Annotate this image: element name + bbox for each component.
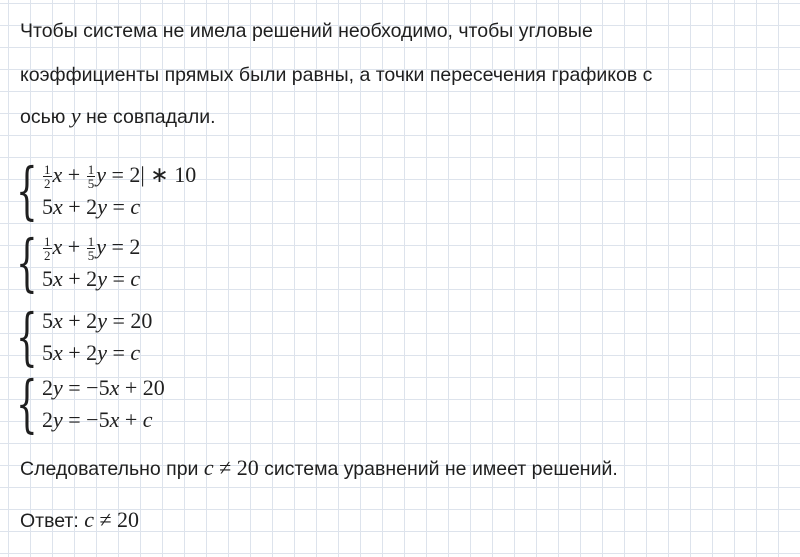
fraction-one-half: $\frac{1}{2}$ <box>44 234 51 264</box>
conclusion-prefix: Следовательно при <box>20 458 199 480</box>
equation-system-3 <box>16 300 276 373</box>
answer-value: c ≠ 20 <box>84 507 140 532</box>
equation-system-1 <box>16 154 276 227</box>
fraction-one-fifth: $\frac{1}{5}$ <box>87 162 95 192</box>
system-2-equation-1: $\frac{1}{2}$ x + $\frac{1}{5}$ y = 2 <box>44 234 141 264</box>
intro-line-1: Чтобы система не имела решений необходимо, чтобы угловые <box>20 20 593 42</box>
intro-line-3 <box>20 103 216 129</box>
conclusion-suffix: система уравнений не имеет решений. <box>264 458 618 480</box>
system-brace: { <box>16 367 38 440</box>
equation-system-2 <box>16 226 276 299</box>
system-brace: { <box>16 226 38 299</box>
conclusion-condition: c ≠ 20 <box>203 455 259 480</box>
system-brace: { <box>16 300 38 373</box>
fraction-one-half: $\frac{1}{2}$ <box>44 162 51 192</box>
intro-line-3-suffix: не совпадали. <box>86 106 216 128</box>
system-4-equation-2: 2y = −5x + c <box>42 407 153 432</box>
system-1-equation-2: 5x + 2y = c <box>42 194 141 219</box>
system-3-equation-2: 5x + 2y = c <box>42 340 141 365</box>
intro-var-y: y <box>70 103 81 128</box>
system-brace: { <box>16 154 38 227</box>
fraction-one-fifth: $\frac{1}{5}$ <box>87 234 95 264</box>
answer-label: Ответ: <box>20 510 79 532</box>
system-2-equation-2: 5x + 2y = c <box>42 266 141 291</box>
intro-line-3-prefix: осью <box>20 106 66 128</box>
intro-line-2: коэффициенты прямых были равны, а точки пересечения графиков с <box>20 64 653 86</box>
system-3-equation-1: 5x + 2y = 20 <box>42 308 153 333</box>
equation-system-4 <box>16 367 276 440</box>
system-4-equation-1: 2y = −5x + 20 <box>42 375 165 400</box>
system-1-equation-1: $\frac{1}{2}$ x + $\frac{1}{5}$ y = 2| ∗ 10 <box>44 162 197 192</box>
conclusion-line <box>20 455 618 481</box>
answer-line <box>20 507 139 533</box>
